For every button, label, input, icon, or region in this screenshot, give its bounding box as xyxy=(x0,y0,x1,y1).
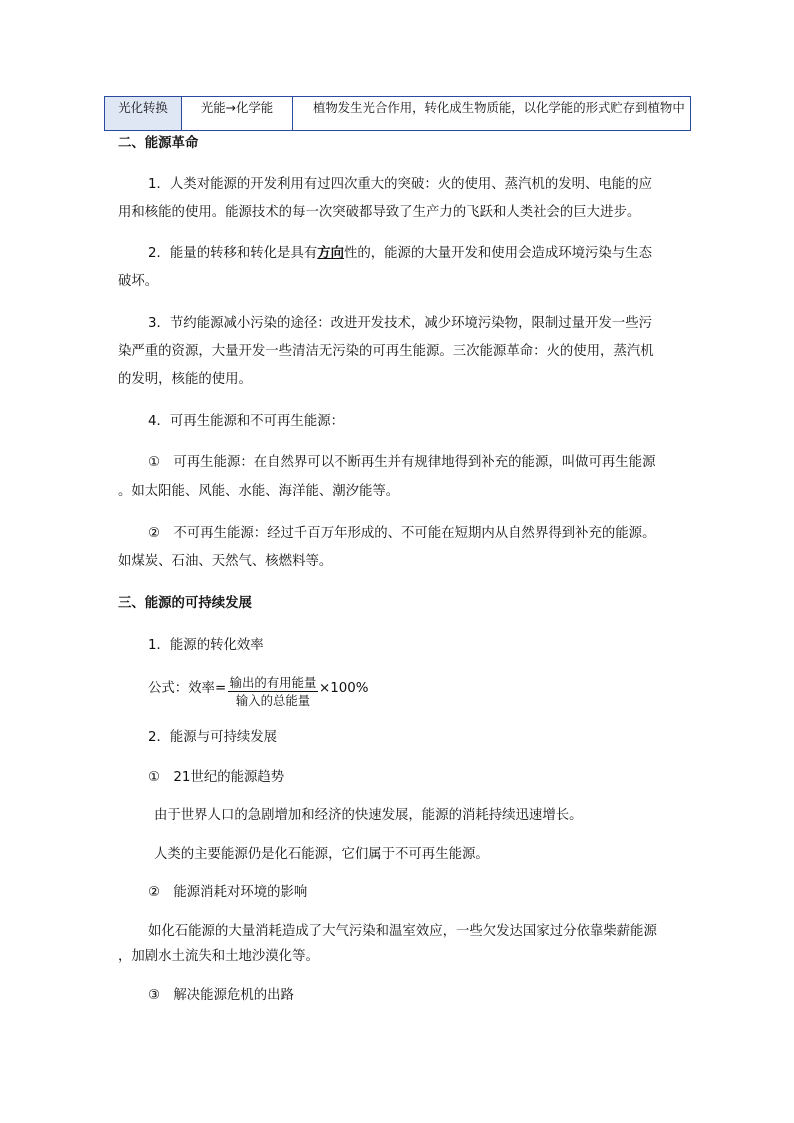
section-heading-energy-revolution: 二、能源革命 xyxy=(118,136,199,151)
paragraph-line: 。如太阳能、风能、水能、海洋能、潮汐能等。 xyxy=(118,484,400,499)
emphasis-direction: 方向 xyxy=(317,246,344,261)
paragraph-line: ，加剧水土流失和土地沙漠化等。 xyxy=(118,949,319,964)
paragraph-line: 破坏。 xyxy=(118,274,159,289)
paragraph-line: 由于世界人口的急剧增加和经济的快速发展，能源的消耗持续迅速增长。 xyxy=(154,808,583,823)
table-cell-conversion: 光能→化学能 xyxy=(182,97,293,131)
paragraph-text: 2．能量的转移和转化是具有 xyxy=(148,246,318,261)
paragraph-text: 性的，能源的大量开发和使用会造成环境污染与生态 xyxy=(344,246,652,261)
paragraph-line: 如煤炭、石油、天然气、核燃料等。 xyxy=(118,554,333,569)
fraction-bar xyxy=(228,691,318,692)
paragraph-line: 人类的主要能源仍是化石能源，它们属于不可再生能源。 xyxy=(154,847,489,862)
fraction-denominator: 输入的总能量 xyxy=(235,693,311,708)
table-row xyxy=(105,97,691,131)
formula-suffix: ×100% xyxy=(319,681,369,696)
efficiency-fraction xyxy=(228,675,318,708)
paragraph-line: 用和核能的使用。能源技术的每一次突破都导致了生产力的飞跃和人类社会的巨大进步。 xyxy=(118,205,641,220)
list-item: ② 不可再生能源：经过千百万年形成的、不可能在短期内从自然界得到补充的能源。 xyxy=(148,526,656,541)
paragraph-line: 3．节约能源减小污染的途径：改进开发技术，减少环境污染物，限制过量开发一些污 xyxy=(148,316,652,331)
paragraph-line: 4．可再生能源和不可再生能源： xyxy=(148,414,344,429)
list-item: ③ 解决能源危机的出路 xyxy=(148,988,294,1003)
list-item: ① 21世纪的能源趋势 xyxy=(148,770,285,785)
paragraph-line xyxy=(148,244,652,264)
paragraph-line: 的发明，核能的使用。 xyxy=(118,372,252,387)
list-item: ① 可再生能源：在自然界可以不断再生并有规律地得到补充的能源，叫做可再生能源 xyxy=(148,455,656,470)
formula-prefix: 公式：效率= xyxy=(148,681,227,696)
fraction-numerator: 输出的有用能量 xyxy=(229,675,317,690)
paragraph-line: 1．人类对能源的开发利用有过四次重大的突破：火的使用、蒸汽机的发明、电能的应 xyxy=(148,177,652,192)
table-cell-type: 光化转换 xyxy=(105,97,182,131)
list-item: ② 能源消耗对环境的影响 xyxy=(148,885,308,900)
table-cell-description: 植物发生光合作用，转化成生物质能，以化学能的形式贮存到植物中 xyxy=(293,97,691,131)
section-heading-sustainable-development: 三、能源的可持续发展 xyxy=(118,596,252,611)
paragraph-line: 如化石能源的大量消耗造成了大气污染和温室效应，一些欠发达国家过分依靠柴薪能源 xyxy=(148,924,657,939)
paragraph-line: 2．能源与可持续发展 xyxy=(148,730,278,745)
paragraph-line: 染严重的资源，大量开发一些清洁无污染的可再生能源。三次能源革命：火的使用，蒸汽机 xyxy=(118,344,654,359)
energy-conversion-table xyxy=(104,96,691,131)
paragraph-line: 1．能源的转化效率 xyxy=(148,638,264,653)
